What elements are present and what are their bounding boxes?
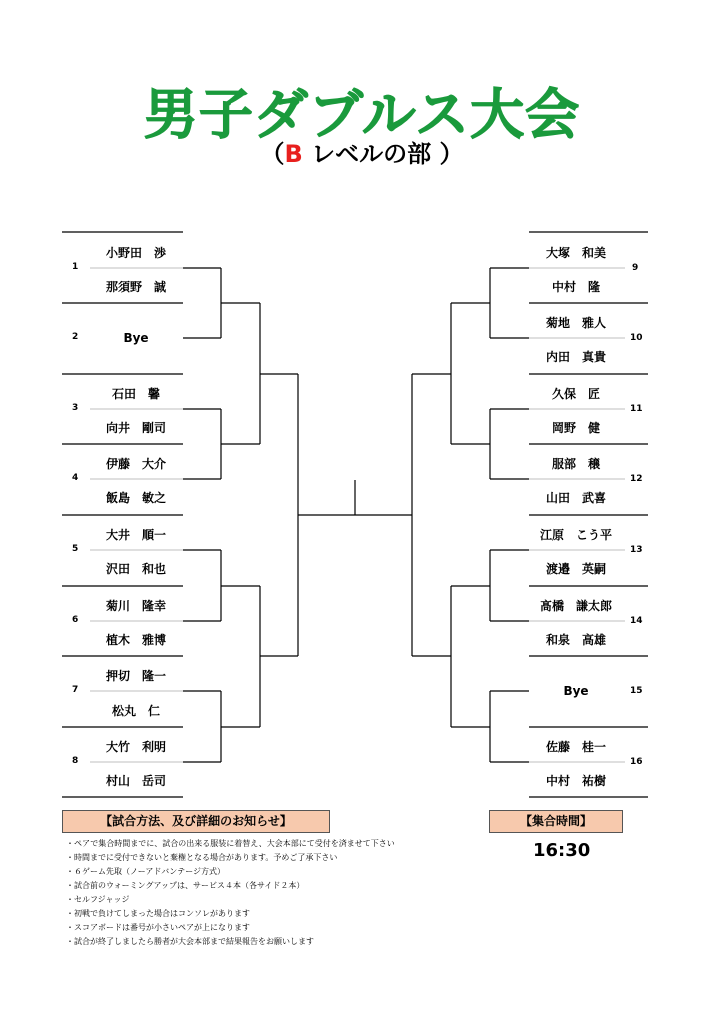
info-note: ・時間までに受付できないと棄権となる場合があります。予めご了承下さい [66, 853, 338, 862]
player-pair: 大井 順一 [105, 528, 167, 542]
bye-label: Bye [563, 684, 589, 698]
match-number: 13 [630, 545, 643, 555]
player-pair: 小野田 渉 [105, 246, 167, 260]
player-pair: 向井 剛司 [105, 421, 167, 435]
player-pair: 松丸 仁 [111, 704, 161, 718]
player-pair: 佐藤 桂一 [545, 740, 607, 754]
info-note: ・試合が終了しましたら勝者が大会本部まで結果報告をお願いします [66, 937, 314, 946]
player-pair: 菊川 隆幸 [105, 599, 167, 613]
assembly-time: 16:30 [533, 840, 591, 861]
player-pair: 江原 こう平 [539, 528, 613, 542]
match-number: 4 [72, 473, 79, 483]
info-note: ・ペアで集合時間までに、試合の出来る服装に着替え、大会本部にて受付を済ませて下さい [66, 839, 395, 848]
player-pair: 服部 穣 [551, 457, 601, 471]
info-header: 【試合方法、及び詳細のお知らせ】 [62, 810, 330, 833]
player-pair: 沢田 和也 [105, 562, 167, 576]
page-title: 男子ダブルス大会 [143, 83, 581, 146]
info-note: ・セルフジャッジ [66, 895, 130, 904]
match-number: 8 [72, 756, 79, 766]
subtitle-rest: レベルの部 ） [302, 140, 464, 168]
match-number: 1 [72, 262, 79, 272]
subtitle-level-letter: B [284, 140, 303, 168]
info-note: ・スコアボードは番号が小さいペアが上になります [66, 923, 250, 932]
player-pair: 山田 武喜 [545, 491, 607, 505]
match-number: 15 [630, 686, 643, 696]
info-note: ・試合前のウォーミングアップは、サービス４本（各サイド２本） [66, 881, 305, 890]
player-pair: 那須野 誠 [105, 280, 167, 294]
player-pair: 石田 馨 [111, 387, 161, 401]
bye-label: Bye [123, 331, 149, 345]
match-number: 14 [630, 616, 643, 626]
player-pair: 伊藤 大介 [105, 457, 167, 471]
player-pair: 村山 岳司 [105, 774, 167, 788]
match-number: 12 [630, 474, 643, 484]
player-pair: 渡邉 英嗣 [545, 562, 607, 576]
match-number: 5 [72, 544, 79, 554]
match-number: 9 [632, 263, 639, 273]
player-pair: 中村 祐樹 [545, 774, 607, 788]
match-number: 10 [630, 333, 643, 343]
info-note: ・６ゲーム先取（ノーアドバンテージ方式） [66, 867, 226, 876]
subtitle-paren-open: （ [260, 140, 285, 168]
player-pair: 押切 隆一 [105, 669, 167, 683]
player-pair: 内田 真貴 [545, 350, 607, 364]
player-pair: 和泉 高雄 [545, 633, 607, 647]
player-pair: 飯島 敏之 [105, 491, 167, 505]
match-number: 2 [72, 332, 79, 342]
player-pair: 菊地 雅人 [545, 316, 607, 330]
match-number: 7 [72, 685, 79, 695]
assembly-header: 【集合時間】 [489, 810, 623, 833]
player-pair: 大塚 和美 [545, 246, 607, 260]
info-note: ・初戦で負けてしまった場合はコンソレがあります [66, 909, 250, 918]
match-number: 6 [72, 615, 79, 625]
match-number: 16 [630, 757, 643, 767]
match-number: 3 [72, 403, 79, 413]
match-number: 11 [630, 404, 643, 414]
player-pair: 髙橋 謙太郎 [539, 599, 613, 613]
player-pair: 中村 隆 [551, 280, 601, 294]
player-pair: 植木 雅博 [105, 633, 167, 647]
player-pair: 岡野 健 [551, 421, 601, 435]
player-pair: 久保 匠 [551, 387, 601, 401]
player-pair: 大竹 利明 [105, 740, 167, 754]
